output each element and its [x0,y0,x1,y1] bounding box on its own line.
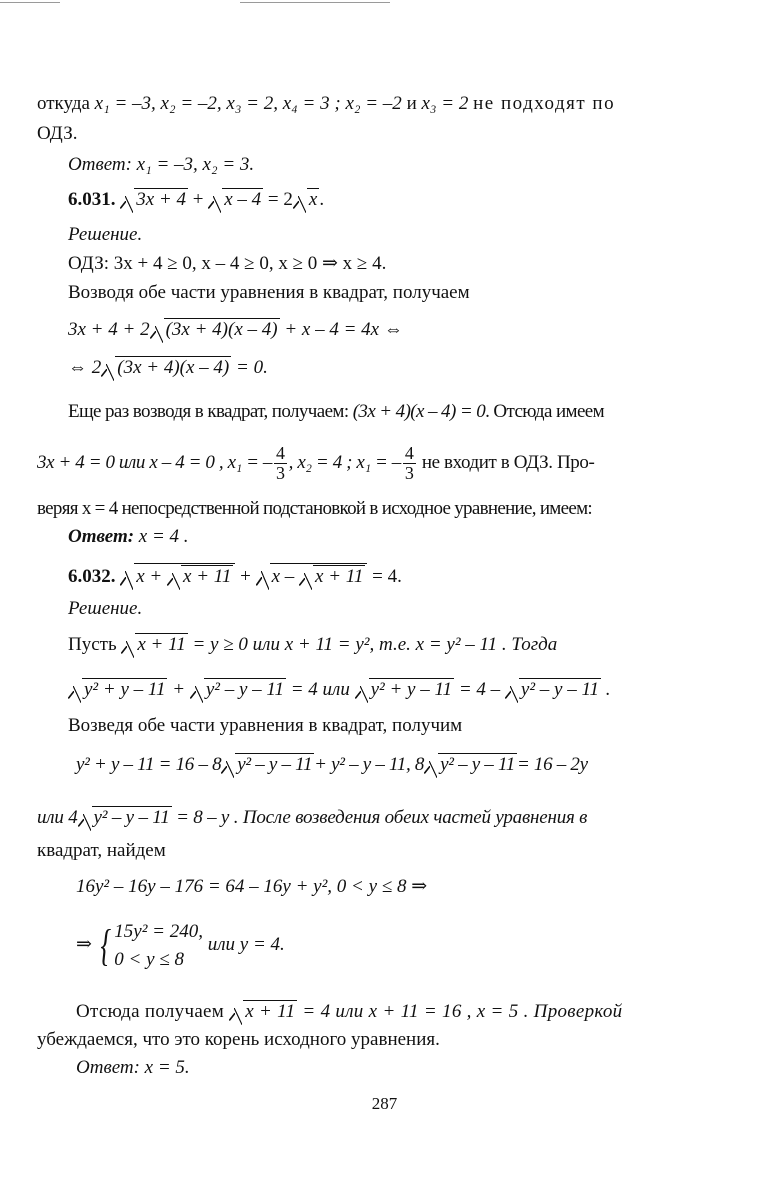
text-line: Пусть x + 11 = y ≥ 0 или x + 11 = y², т.е. x = y² – 11 . Тогда [68,634,558,655]
problem-6-031: 6.031. 3x + 4 + x – 4 = 2 x . [68,189,325,210]
equation: y² + y – 11 = 16 – 8 y² – y – 11 + y² – y – 11, 8 y² – y – 11 = 16 – 2y [76,754,588,775]
solution-label: Решение. [68,598,143,619]
text-line: или 4 y² – y – 11 = 8 – y . После возведения обеих частей уравнения в [37,807,588,828]
text-line: Возведя обе части уравнения в квадрат, получим [68,715,463,736]
text-line: откуда x₁ = –3, x₂ = –2, x₃ = 2, x₄ = 3 ; x₂ = –2 и x₃ = 2 не подходят по [37,93,616,114]
equation: 3x + 4 + 2 (3x + 4)(x – 4) + x – 4 = 4x ⇔ [68,319,403,340]
text-line: Еще раз возводя в квадрат, получаем: (3x + 4)(x – 4) = 0. Отсюда имеем [68,401,605,422]
text-line: Возводя обе части уравнения в квадрат, получаем [68,282,470,303]
equation: y² + y – 11 + y² – y – 11 = 4 или y² + y – 11 = 4 – y² – y – 11 . [68,678,611,701]
text-line: 3x + 4 = 0 или x – 4 = 0 , x₁ = – $\frac{4}{3}$ , x₂ = 4 ; x₁ = – $\frac{4}{3}$ не входит в ОДЗ. Про- [37,443,595,483]
top-rule-1 [0,2,60,3]
equation: ⇔ 2 (3x + 4)(x – 4) = 0. [68,357,268,378]
solution-label: Решение. [68,224,143,245]
page-number: 287 [371,1094,398,1113]
text-line: ОДЗ: 3x + 4 ≥ 0, x – 4 ≥ 0, x ≥ 0 ⇒ x ≥ 4. [68,253,387,274]
brace-icon: { [100,920,111,970]
equation-system: ⇒ { 15y² = 240, 0 < y ≤ 8 или y = 4. [76,920,285,970]
top-rule-2 [240,2,390,3]
equation: 16y² – 16y – 176 = 64 – 16y + y², 0 < y ≤ 8 ⇒ [76,876,428,897]
text-line: квадрат, найдем [37,840,166,861]
answer-1: Ответ: x₁ = –3, x₂ = 3. [68,154,255,175]
text-line: ОДЗ. [37,123,78,144]
text-line: веряя x = 4 непосредственной подстановкой в исходное уравнение, имеем: [37,498,592,519]
answer-3: Ответ: x = 5. [76,1057,190,1078]
text-line: убеждаемся, что это корень исходного уравнения. [37,1029,440,1050]
problem-6-032: 6.032. x + x + 11 + x – x + 11 = 4. [68,563,402,588]
text-line: Отсюда получаем x + 11 = 4 или x + 11 = 16 , x = 5 . Проверкой [76,1001,623,1022]
answer-2: Ответ: x = 4 . [68,526,189,547]
